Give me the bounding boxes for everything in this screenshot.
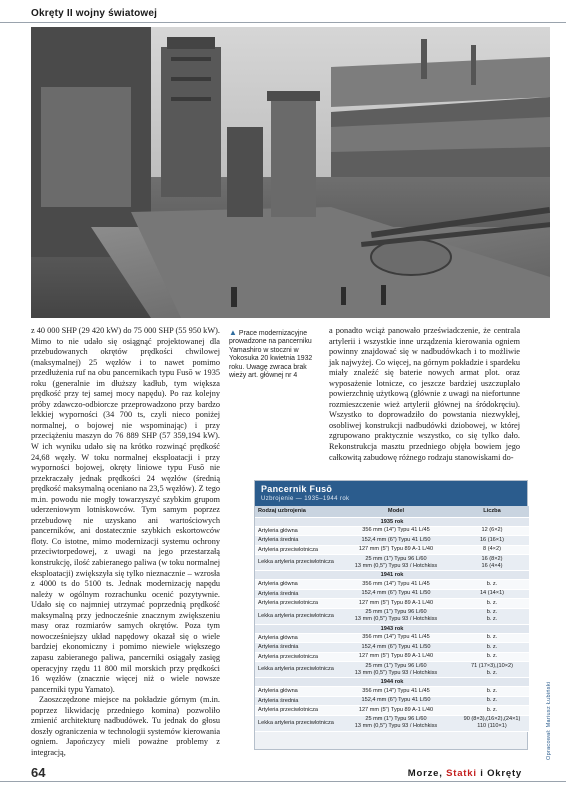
armament-count (455, 633, 529, 643)
armament-type: Lekka artyleria przeciwlotnicza (255, 555, 337, 571)
table-row (255, 687, 529, 697)
table-row (255, 608, 529, 624)
model-line: 127 mm (5") Typu 89 A-1 L/40 (358, 706, 434, 713)
armament-model (337, 526, 455, 536)
model-line: 13 mm (0,5") Typu 93 / Hotchkiss (354, 562, 438, 569)
armament-model (337, 706, 455, 716)
battleship-photo-illustration (31, 27, 550, 318)
armament-type: Artyleria przeciwlotnicza (255, 652, 337, 662)
armament-type: Lekka artyleria przeciwlotnicza (255, 608, 337, 624)
model-line: 25 mm (1") Typu 96 L/60 (365, 662, 427, 669)
table-subtitle: Uzbrojenie — 1935–1944 rok (261, 496, 350, 502)
armament-model (337, 536, 455, 546)
armament-model (337, 715, 455, 731)
armament-model (337, 643, 455, 653)
armament-type: Artyleria średnia (255, 589, 337, 599)
model-line: 25 mm (1") Typu 96 L/60 (365, 716, 427, 723)
year-label: 1941 rok (255, 571, 529, 580)
armament-count (455, 715, 529, 731)
model-line: 152,4 mm (6") Typu 41 L/50 (361, 590, 431, 597)
caption-arrow-icon: ▲ (229, 328, 237, 337)
count-line: b. z. (486, 669, 498, 676)
table-row (255, 545, 529, 555)
armament-model (337, 599, 455, 609)
armament-count (455, 580, 529, 590)
count-line: b. z. (486, 687, 498, 694)
count-line: 71 (17×3),(10×2) (471, 662, 513, 669)
side-credit: Opracował: Mariusz Łubiński (546, 681, 552, 760)
table-row (255, 643, 529, 653)
model-line: 127 mm (5") Typu 89 A-1 L/40 (358, 599, 434, 606)
magazine-title-part: Statki (446, 768, 477, 779)
year-row (255, 517, 529, 526)
article-column-left (31, 326, 220, 758)
magazine-title (408, 768, 522, 779)
table-row (255, 715, 529, 731)
armament-count (455, 662, 529, 678)
count-line: 110 (110×1) (477, 723, 507, 729)
count-line: 8 (4×2) (483, 546, 501, 553)
paragraph: Zaoszczędzone miejsce na pokładzie górnym (m.in. poprzez likwidację przedniego komina) pozwoliło zmienić architekturę nadbudówek. Tu jednak do głosu doszły ograniczenia w technologii systemów kierowania ogniem. Japończycy mieli poważne problemy z integracją, (31, 695, 220, 757)
armament-type: Artyleria średnia (255, 696, 337, 706)
table-title: Pancernik Fusō (261, 484, 333, 494)
armament-count (455, 643, 529, 653)
model-line: 25 mm (1") Typu 96 L/60 (365, 555, 427, 562)
page-number: 64 (31, 765, 46, 780)
armament-model (337, 687, 455, 697)
header-divider (0, 22, 566, 23)
table-row (255, 652, 529, 662)
year-label: 1943 rok (255, 624, 529, 633)
armament-type: Artyleria średnia (255, 643, 337, 653)
armament-type: Artyleria przeciwlotnicza (255, 599, 337, 609)
table-header-row (255, 506, 529, 517)
armament-model (337, 652, 455, 662)
armament-count (455, 687, 529, 697)
photo-caption (229, 329, 323, 380)
armament-type: Artyleria główna (255, 633, 337, 643)
armament-type: Lekka artyleria przeciwlotnicza (255, 715, 337, 731)
model-line: 356 mm (14") Typu 41 L/45 (362, 527, 430, 534)
count-line: 16 (8×2) (481, 555, 503, 562)
footer-divider (0, 781, 566, 782)
count-line: b. z. (486, 634, 498, 641)
armament-count (455, 706, 529, 716)
armament-model (337, 589, 455, 599)
armament-model (337, 545, 455, 555)
model-line: 13 mm (0,5") Typu 93 / Hotchkiss (354, 723, 438, 729)
column-header: Model (337, 506, 455, 517)
table-body (255, 506, 529, 731)
armament-count (455, 526, 529, 536)
table-row (255, 599, 529, 609)
armament-table (254, 480, 528, 750)
table-header (255, 481, 527, 506)
count-line: b. z. (486, 706, 498, 713)
table-row (255, 589, 529, 599)
armament-count (455, 599, 529, 609)
armament-model (337, 662, 455, 678)
table-row (255, 555, 529, 571)
year-label: 1944 rok (255, 678, 529, 687)
running-header: Okręty II wojny światowej (31, 8, 158, 19)
armament-model (337, 580, 455, 590)
model-line: 152,4 mm (6") Typu 41 L/50 (361, 643, 431, 650)
count-line: b. z. (486, 599, 498, 606)
count-line: b. z. (486, 609, 498, 616)
armament-model (337, 608, 455, 624)
armament-type: Artyleria przeciwlotnicza (255, 706, 337, 716)
armament-type: Artyleria średnia (255, 536, 337, 546)
count-line: b. z. (486, 643, 498, 650)
armament-model (337, 633, 455, 643)
model-line: 356 mm (14") Typu 41 L/45 (362, 687, 430, 694)
count-line: 14 (14×1) (479, 590, 505, 597)
table-row (255, 633, 529, 643)
count-line: 12 (6×2) (481, 527, 503, 534)
count-line: b. z. (486, 653, 498, 660)
armament-count (455, 545, 529, 555)
armament-type: Artyleria główna (255, 687, 337, 697)
model-line: 25 mm (1") Typu 96 L/60 (365, 609, 427, 616)
battleship-photo (31, 27, 550, 318)
armament-model (337, 696, 455, 706)
model-line: 13 mm (0,5") Typu 93 / Hotchkiss (354, 669, 438, 676)
armament-type: Lekka artyleria przeciwlotnicza (255, 662, 337, 678)
table-row (255, 526, 529, 536)
armament-count (455, 589, 529, 599)
armament-count (455, 536, 529, 546)
armament-model (337, 555, 455, 571)
count-line: 16 (16×1) (479, 536, 505, 543)
paragraph: a ponadto wciąż panowało przeświadczenie, że centrala artylerii i wszystkie inne urządzenia kierowania ogniem powinny znajdować się w nadbudówkach i to możliwie jak najwyżej. Co więcej, na górnym pokładzie i spardeku miały znaleźć się baterie nowych armat plot. oraz wyposażenie lotnicze, co jeszcze bardziej uszczuplało powierzchnię użytkową (głównie z uwagi na niefortunne rozmieszczenie wież artylerii głównej na śródokręciu). Wszystko to doprowadziło do powstania niezwykłej, osobliwej konstrukcji nadbudówki dziobowej, w której zgrupowano praktycznie wszystko, co się tylko dało. Rekonstrukcja masztu przedniego objęła bowiem jego całkowitą zabudowę różnego rodzaju stanowiskami do- (329, 326, 520, 462)
model-line: 356 mm (14") Typu 41 L/45 (362, 580, 430, 587)
table-row (255, 580, 529, 590)
year-row (255, 571, 529, 580)
caption-text: Prace modernizacyjne prowadzone na pancerniku Yamashiro w stoczni w Yokosuka 20 kwietnia 1932 roku. Uwagę zwraca brak wieży art. głównej nr 4 (229, 330, 313, 380)
magazine-title-part: Morze, (407, 768, 447, 779)
magazine-title-part: i Okręty (476, 768, 522, 779)
table-row (255, 536, 529, 546)
table-row (255, 662, 529, 678)
armament-count (455, 652, 529, 662)
count-line: 16 (4×4) (481, 562, 503, 569)
model-line: 152,4 mm (6") Typu 41 L/50 (361, 697, 431, 704)
model-line: 127 mm (5") Typu 89 A-1 L/40 (358, 653, 434, 660)
armament-grid (255, 506, 529, 732)
column-header: Liczba (455, 506, 529, 517)
table-row (255, 696, 529, 706)
count-line: b. z. (486, 580, 498, 587)
armament-count (455, 608, 529, 624)
year-row (255, 678, 529, 687)
armament-count (455, 555, 529, 571)
armament-type: Artyleria przeciwlotnicza (255, 545, 337, 555)
model-line: 13 mm (0,5") Typu 93 / Hotchkiss (354, 616, 438, 622)
year-row (255, 624, 529, 633)
year-label: 1935 rok (255, 517, 529, 526)
armament-type: Artyleria główna (255, 526, 337, 536)
column-header: Rodzaj uzbrojenia (255, 506, 337, 517)
count-line: b. z. (486, 616, 498, 622)
count-line: 90 (8×3),(16×2),(24×1) (463, 716, 521, 723)
paragraph: z 40 000 SHP (29 420 kW) do 75 000 SHP (55 950 kW). Mimo to nie udało się osiągnąć projektowanej dla przebudowanych okrętów prędkości chwilowej (maksymalnej) 25 węzłów i to nawet pomimo przedłużenia ruf na obu pancernikach typu Fusō w 1935 roku (generalnie im dłuższy kadłub, tym większa prędkość przy tej samej mocy napędu). Po raz kolejny próby zdawczo-odbiorcze przeprowadzono przy bardzo lekkiej wyporności (34 700 ts, czyli nieco poniżej normalnej, o bojowej nie wspominając) i przy przeciążeniu maszyn do 76 889 SHP (57 359,194 kW). W ich wyniku udało się na krótko rozwinąć prędkość 24,68 węzły. W toku normalnej eksploatacji i przy wyporności bojowej, okręty liniowe typu Fusō nie przekraczały jednak prędkości 24 węzłów (średnią prędkość maksymalną oceniano na 23,5 węzłów). Z tego m.in. powodu nie mogły towarzyszyć szybkim grupom uderzeniowym lotniskowców. Tym samym poprzez przebudowę nie uzyskano ani wartościowych pancerników, ani dostatecznie szybkich eskortowców floty. Co istotne, mimo modernizacji systemu ochrony przeciwtorpedowej, z uwagi na jego przestarzałą konstrukcję, ilość zabieranego paliwa (w toku normalnej eksploatacji) zwiększyła się tylko nieznacznie – wzrosła z 4000 ts do 5100 ts. Jednak modernizację napędu należy w ogólnym rozrachunku ocenić pozytywnie. Udało się co najmniej utrzymać poprzednią prędkość maksymalną przy jednocześnie znacznym zwiększeniu masy oraz rozmiarów samych okrętów. Poza tym nowocześniejszy układ napędowy okazał się o wiele bardziej ekonomiczny i pomimo niewiele większego zapasu zabieranego paliwa, pancerniki osiągały zasięg operacyjny rzędu 11 800 mil morskich przy prędkości 16 węzłów (znacznie więcej niż o wiele nowsze pancerniki typu Yamato). (31, 326, 220, 694)
article-column-right (329, 326, 520, 463)
model-line: 127 mm (5") Typu 89 A-1 L/40 (358, 546, 434, 553)
armament-type: Artyleria główna (255, 580, 337, 590)
model-line: 152,4 mm (6") Typu 41 L/50 (361, 536, 431, 543)
model-line: 356 mm (14") Typu 41 L/45 (362, 634, 430, 641)
armament-count (455, 696, 529, 706)
count-line: b. z. (486, 697, 498, 704)
table-row (255, 706, 529, 716)
